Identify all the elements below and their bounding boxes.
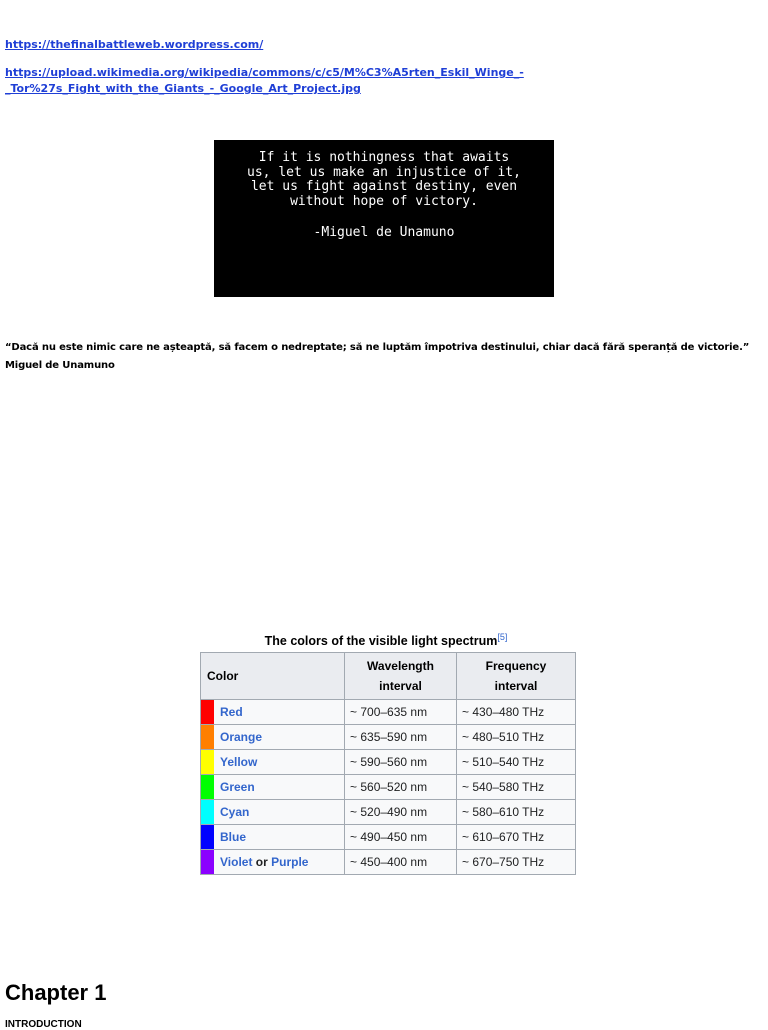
color-name-link[interactable]: Violet [220, 855, 253, 869]
wavelength-cell: ~ 700–635 nm [345, 700, 457, 725]
table-caption-text: The colors of the visible light spectrum [264, 634, 498, 649]
romanian-quote-text: “Dacă nu este nimic care ne așteaptă, să facem o nedreptate; să ne luptăm împotriva destinului, chiar dacă fără speranță de victorie.” [5, 342, 750, 353]
color-name-link[interactable]: Red [220, 705, 243, 719]
color-swatch [201, 750, 215, 775]
header-color: Color [201, 653, 345, 700]
frequency-cell: ~ 670–750 THz [457, 850, 576, 875]
wavelength-cell: ~ 520–490 nm [345, 800, 457, 825]
chapter-heading: Chapter 1 [5, 980, 107, 1005]
color-swatch [201, 775, 215, 800]
header-frequency [457, 653, 576, 700]
quote-image [214, 140, 554, 297]
color-name-cell [214, 750, 345, 775]
color-name-cell [214, 775, 345, 800]
header-wavelength [345, 653, 457, 700]
frequency-cell: ~ 610–670 THz [457, 825, 576, 850]
header-wavelength-text: Wavelength interval [367, 659, 434, 693]
frequency-cell: ~ 540–580 THz [457, 775, 576, 800]
header-frequency-text: Frequency interval [485, 659, 547, 693]
blog-link[interactable]: https://thefinalbattleweb.wordpress.com/ [5, 38, 264, 51]
image-source-link[interactable]: https://upload.wikimedia.org/wikipedia/commons/c/c5/M%C3%A5rten_Eskil_Winge_-_Tor%27s_Fight_with_the_Giants_-_Google_Art_Project.jpg [5, 66, 524, 95]
color-name-link[interactable]: Yellow [220, 755, 258, 769]
color-name-link[interactable]: Green [220, 780, 255, 794]
color-swatch [201, 700, 215, 725]
frequency-cell: ~ 430–480 THz [457, 700, 576, 725]
color-name-link[interactable]: Cyan [220, 805, 250, 819]
wavelength-cell: ~ 560–520 nm [345, 775, 457, 800]
table-row [201, 850, 576, 875]
table-row [201, 700, 576, 725]
frequency-cell: ~ 580–610 THz [457, 800, 576, 825]
table-row [201, 750, 576, 775]
color-name-link[interactable]: Orange [220, 730, 263, 744]
wavelength-cell: ~ 635–590 nm [345, 725, 457, 750]
frequency-cell: ~ 480–510 THz [457, 725, 576, 750]
table-caption [200, 632, 572, 648]
reference-link[interactable]: [5] [497, 632, 508, 642]
spectrum-table [200, 652, 576, 875]
table-header-row [201, 653, 576, 700]
color-swatch [201, 850, 215, 875]
table-row [201, 800, 576, 825]
color-name-cell [214, 800, 345, 825]
table-row [201, 775, 576, 800]
quote-image-author: -Miguel de Unamuno [313, 225, 455, 240]
color-swatch [201, 825, 215, 850]
romanian-quote-author: Miguel de Unamuno [5, 360, 115, 371]
color-name-link[interactable]: Purple [271, 855, 309, 869]
color-name-cell [214, 850, 345, 875]
romanian-quote [5, 339, 749, 375]
wavelength-cell: ~ 590–560 nm [345, 750, 457, 775]
wavelength-cell: ~ 450–400 nm [345, 850, 457, 875]
color-name-cell [214, 700, 345, 725]
frequency-cell: ~ 510–540 THz [457, 750, 576, 775]
quote-image-text: If it is nothingness that awaits us, let us make an injustice of it, let us fight against destiny, even without hope of victory. [247, 150, 521, 209]
color-name-conjunction: or [252, 855, 272, 869]
color-swatch [201, 725, 215, 750]
wavelength-cell: ~ 490–450 nm [345, 825, 457, 850]
color-swatch [201, 800, 215, 825]
table-row [201, 825, 576, 850]
table-row [201, 725, 576, 750]
color-name-cell [214, 825, 345, 850]
color-name-cell [214, 725, 345, 750]
chapter-subheading: INTRODUCTION [5, 1019, 82, 1030]
color-name-link[interactable]: Blue [220, 830, 247, 844]
